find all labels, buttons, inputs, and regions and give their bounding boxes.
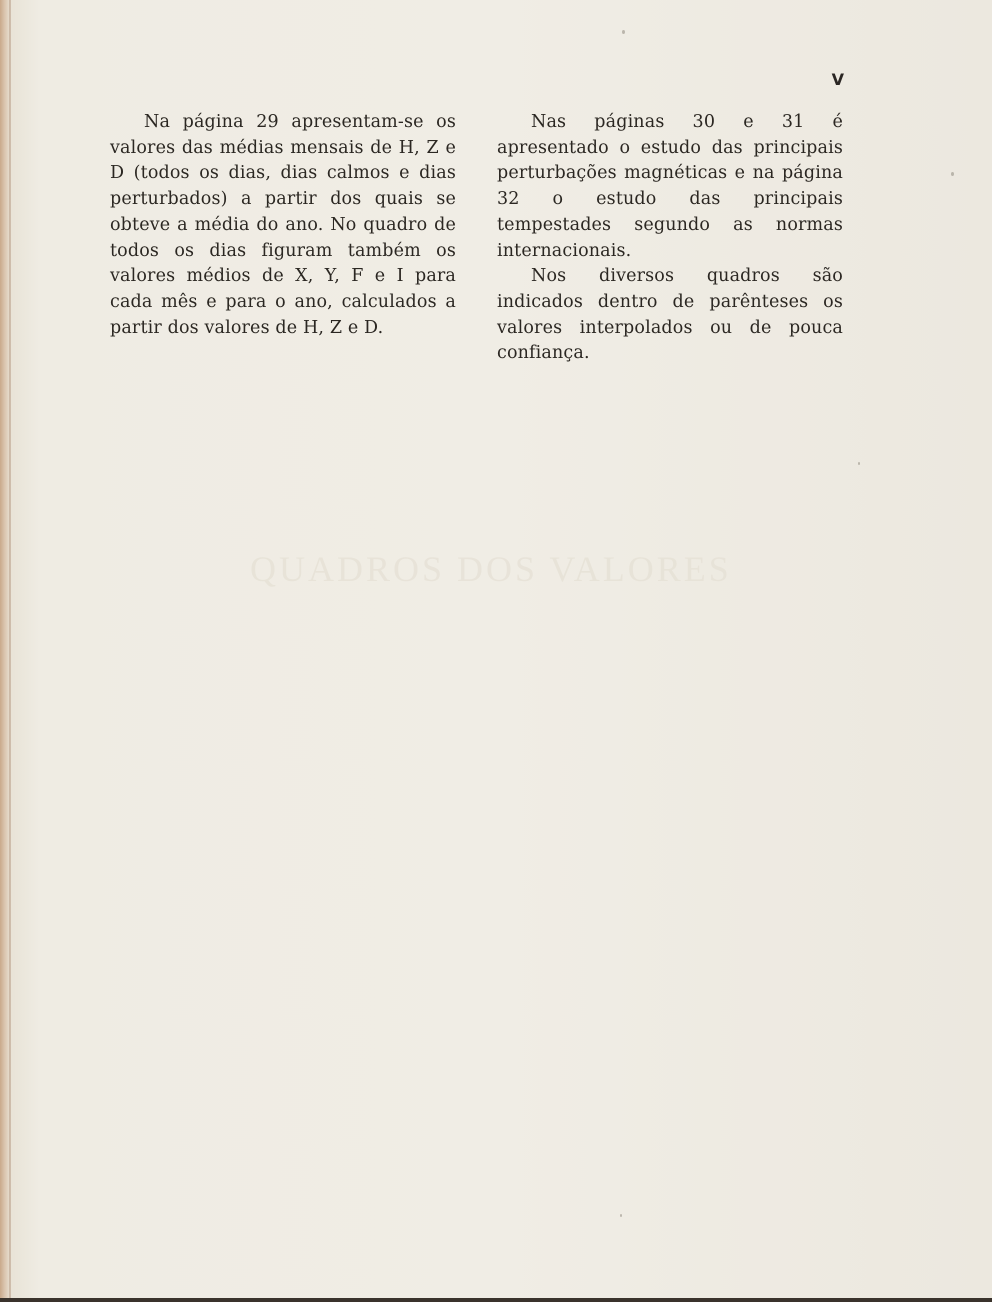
left-paragraph-1: Na página 29 apresentam-se os valores das médias mensais de H, Z e D (todos os dias, dias calmos e dias perturbados) a partir dos quais se obteve a média do ano. No quadro de todos os dias figuram também os valores médios de X, Y, F e I para cada mês e para o ano, calculados a partir dos valores de H, Z e D. xyxy=(110,112,456,338)
paper-speck xyxy=(622,30,625,34)
page-number: V xyxy=(831,70,844,89)
right-column xyxy=(497,110,843,367)
page-bottom-edge xyxy=(0,1298,992,1302)
paper-speck xyxy=(620,1214,622,1217)
paper-speck xyxy=(951,172,954,176)
left-column xyxy=(110,110,456,341)
show-through-text: QUADROS DOS VALORES xyxy=(250,549,732,589)
page-binding-line xyxy=(9,0,11,1302)
paper-speck xyxy=(858,462,860,465)
right-paragraph-1: Nas páginas 30 e 31 é apresentado o estudo das principais perturbações magnéticas e na página 32 o estudo das principais tempestades segundo as normas internacionais. xyxy=(497,112,843,261)
right-paragraph-2: Nos diversos quadros são indicados dentro de parênteses os valores interpolados ou de pouca confiança. xyxy=(497,266,843,364)
